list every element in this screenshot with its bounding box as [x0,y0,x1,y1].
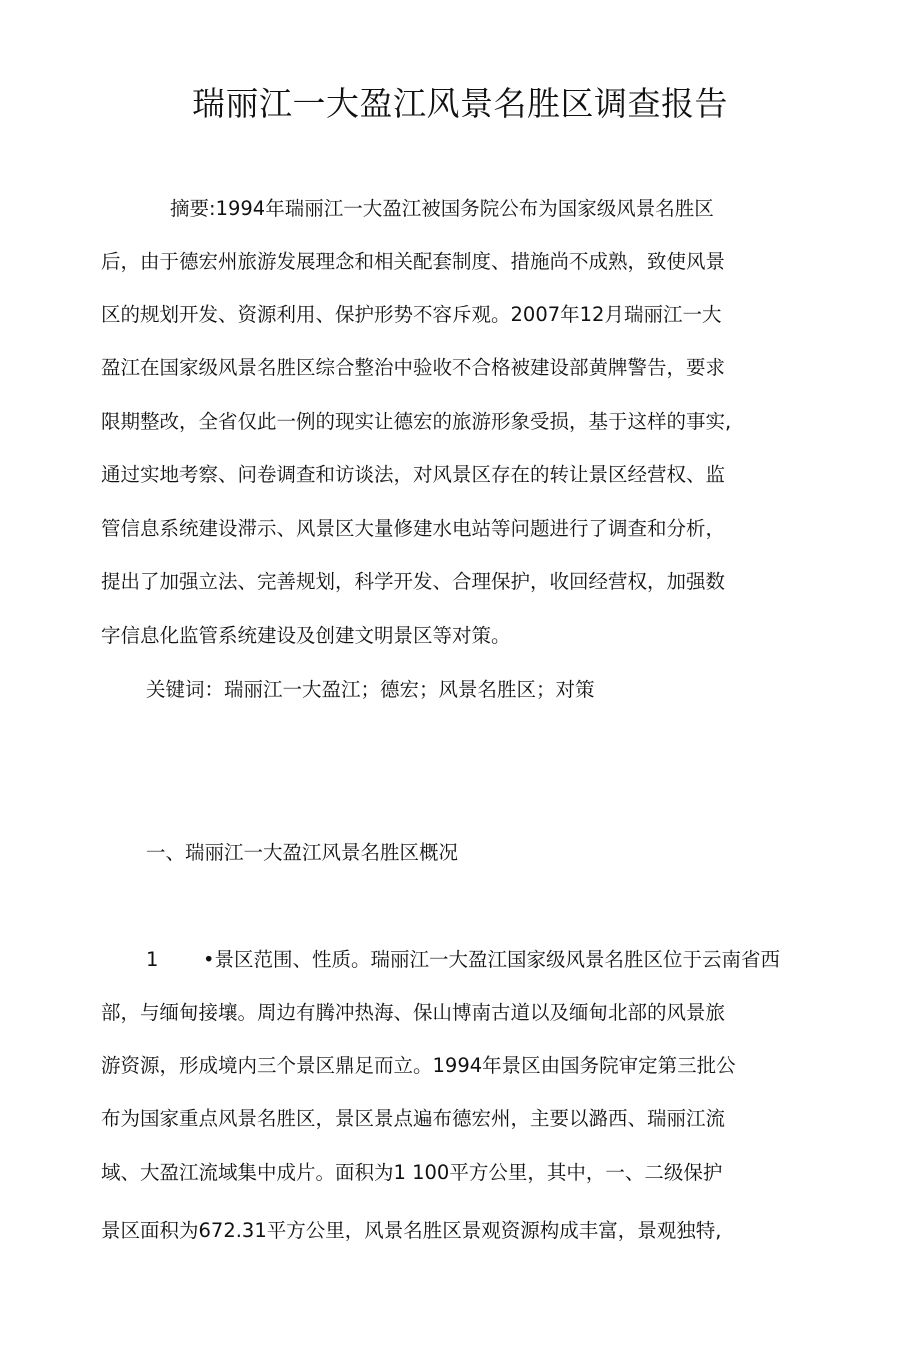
abstract-line: 区的规划开发、资源利用、保护形势不容斥观。2007年12月瑞丽江一大 [101,303,722,326]
paragraph-line: 部，与缅甸接壤。周边有腾冲热海、保山博南古道以及缅甸北部的风景旅 [101,1001,726,1024]
abstract-line: 提出了加强立法、完善规划，科学开发、合理保护，收回经营权，加强数 [101,570,726,593]
abstract-line: 管信息系统建设滞示、风景区大量修建水电站等问题进行了调查和分析， [101,517,726,540]
paragraph-number: 1 [146,948,159,971]
abstract-line: 字信息化监管系统建设及创建文明景区等对策。 [101,624,511,647]
abstract-line: 盈江在国家级风景名胜区综合整治中验收不合格被建设部黄牌警告，要求 [101,356,726,379]
abstract-line: 后，由于德宏州旅游发展理念和相关配套制度、措施尚不成熟，致使风景 [101,250,726,273]
paragraph-line: 游资源，形成境内三个景区鼎足而立。1994年景区由国务院审定第三批公 [101,1054,736,1077]
paragraph-line: 景区面积为672.31平方公里，风景名胜区景观资源构成丰富，景观独特, [101,1219,722,1242]
keywords-line: 关键词：瑞丽江一大盈江；德宏；风景名胜区；对策 [146,678,595,701]
abstract-line: 限期整改，全省仅此一例的现实让德宏的旅游形象受损，基于这样的事实, [101,410,732,433]
paragraph-line: •景区范围、性质。瑞丽江一大盈江国家级风景名胜区位于云南省西 [203,948,781,971]
paragraph-line: 布为国家重点风景名胜区，景区景点遍布德宏州，主要以潞西、瑞丽江流 [101,1107,726,1130]
section-heading: 一、瑞丽江一大盈江风景名胜区概况 [146,841,459,864]
paragraph-line: 域、大盈江流域集中成片。面积为1 100平方公里，其中，一、二级保护 [101,1161,723,1184]
abstract-line: 通过实地考察、问卷调查和访谈法，对风景区存在的转让景区经营权、监 [101,463,726,486]
abstract-line: 摘要:1994年瑞丽江一大盈江被国务院公布为国家级风景名胜区 [170,197,714,220]
document-title: 瑞丽江一大盈江风景名胜区调查报告 [192,84,728,123]
